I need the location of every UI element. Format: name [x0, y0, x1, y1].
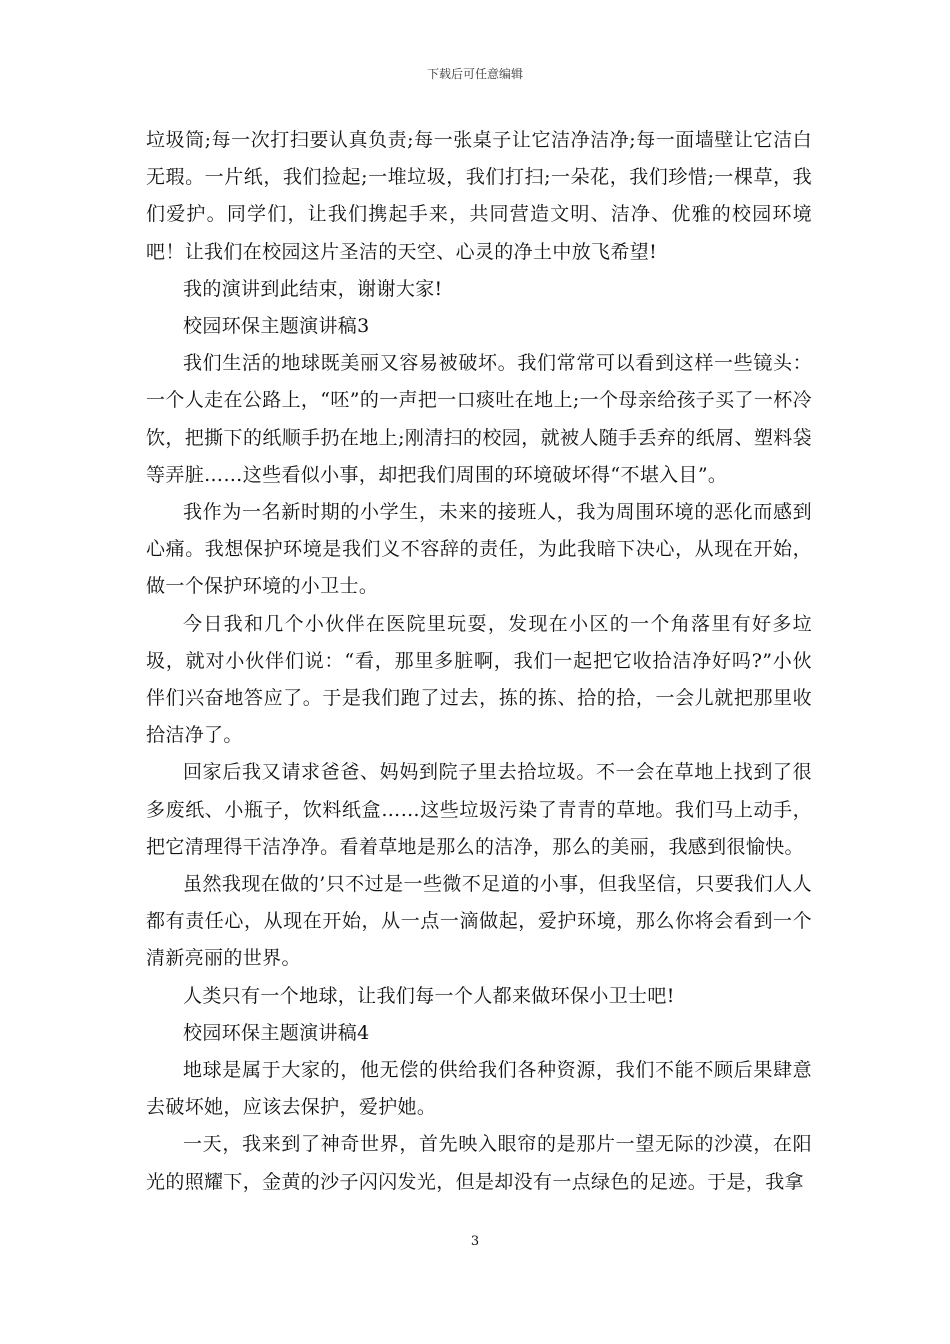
- paragraph: 人类只有一个地球，让我们每一个人都来做环保小卫士吧!: [183, 984, 675, 1007]
- paragraph: 回家后我又请求爸爸、妈妈到院子里去拾垃圾。不一会在草地上找到了很多废纸、小瓶子，饮料纸盒……这些垃圾污染了青青的草地。我们马上动手，把它清理得干洁净净。看着草地是那么的洁净，那么的美丽，我感到很愉快。: [146, 761, 812, 858]
- section-heading-speech-4: 校园环保主题演讲稿4: [183, 1021, 370, 1044]
- paragraph: 虽然我现在做的’只不过是一些微不足道的小事，但我坚信，只要我们人人都有责任心，从现在开始，从一点一滴做起，爱护环境，那么你将会看到一个清新亮丽的世界。: [146, 873, 812, 970]
- paragraph-closing-remark: 我的演讲到此结束，谢谢大家!: [183, 277, 443, 300]
- page-header: 下载后可任意编辑: [426, 67, 523, 81]
- section-heading-speech-3: 校园环保主题演讲稿3: [183, 315, 370, 338]
- paragraph: 我们生活的地球既美丽又容易被破坏。我们常常可以看到这样一些镜头：一个人走在公路上，“呸”的一声把一口痰吐在地上;一个母亲给孩子买了一杯冷饮，把撕下的纸顺手扔在地上;刚清扫的校园，就被人随手丢弃的纸屑、塑料袋等弄脏……这些看似小事，却把我们周围的环境破坏得“不堪入目”。: [146, 352, 812, 486]
- paragraph-continued: 垃圾筒;每一次打扫要认真负责;每一张桌子让它洁净洁净;每一面墙壁让它洁白无瑕。一片纸，我们捡起;一堆垃圾，我们打扫;一朵花，我们珍惜;一棵草，我们爱护。同学们，让我们携起手来，共同营造文明、洁净、优雅的校园环境吧！让我们在校园这片圣洁的天空、心灵的净土中放飞希望!: [146, 129, 812, 263]
- paragraph: 地球是属于大家的，他无偿的供给我们各种资源，我们不能不顾后果肆意去破坏她，应该去保护，爱护她。: [146, 1059, 812, 1119]
- document-body: [146, 122, 812, 1201]
- paragraph: 我作为一名新时期的小学生，未来的接班人，我为周围环境的恶化而感到心痛。我想保护环境是我们义不容辞的责任，为此我暗下决心，从现在开始，做一个保护环境的小卫士。: [146, 501, 812, 598]
- paragraph: 今日我和几个小伙伴在医院里玩耍，发现在小区的一个角落里有好多垃圾，就对小伙伴们说：“看，那里多脏啊，我们一起把它收拾洁净好吗?”小伙伴们兴奋地答应了。于是我们跑了过去，拣的拣、拾的拾，一会儿就把那里收拾洁净了。: [146, 612, 812, 747]
- paragraph: 一天，我来到了神奇世界，首先映入眼帘的是那片一望无际的沙漠，在阳光的照耀下，金黄的沙子闪闪发光，但是却没有一点绿色的足迹。于是，我拿: [146, 1133, 812, 1193]
- page-number: 3: [470, 1234, 480, 1249]
